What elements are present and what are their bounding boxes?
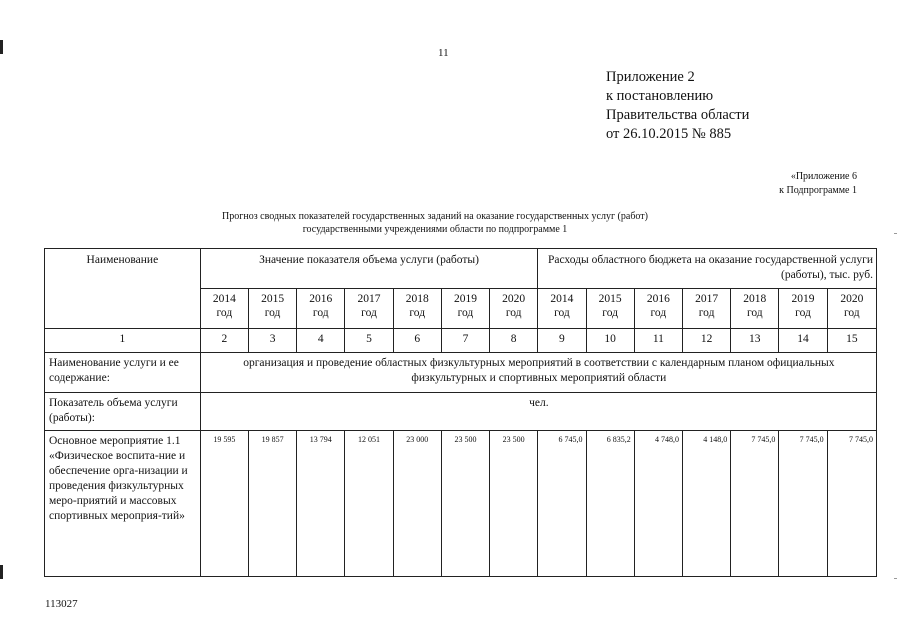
column-number: 9 (538, 329, 586, 353)
volume-value: 13 794 (297, 431, 345, 577)
column-number-row (45, 329, 877, 353)
year-cell (297, 289, 345, 329)
year-value: 2016 (309, 293, 333, 305)
indicator-row (45, 393, 877, 431)
forecast-table (44, 248, 877, 577)
column-number: 6 (393, 329, 441, 353)
year-unit: год (795, 307, 811, 319)
scan-edge-tick (894, 578, 897, 579)
year-unit: год (409, 307, 426, 319)
year-cell (634, 289, 682, 329)
sub-appendix-line: «Приложение 6 (790, 171, 857, 182)
expense-value: 4 148,0 (682, 431, 730, 577)
year-value: 2019 (453, 293, 477, 305)
year-value: 2019 (791, 293, 815, 305)
column-number: 2 (200, 329, 248, 353)
year-unit: год (216, 307, 233, 319)
year-unit: год (554, 307, 570, 319)
title-line: государственными учреждениями области по подпрограмме 1 (302, 224, 568, 235)
year-unit: год (312, 307, 329, 319)
title-line: Прогноз сводных показателей государственных заданий на оказание государственных услуг (работ) (222, 211, 648, 222)
year-unit: год (843, 307, 860, 319)
year-cell (779, 289, 827, 329)
header-volume: Значение показателя объема услуги (работы) (200, 249, 538, 289)
column-number: 15 (827, 329, 876, 353)
column-number: 12 (682, 329, 730, 353)
service-row (45, 353, 877, 393)
scan-edge-mark-bottom (0, 565, 3, 579)
year-cell (586, 289, 634, 329)
year-unit: год (264, 307, 281, 319)
column-number: 7 (441, 329, 489, 353)
volume-value: 23 000 (393, 431, 441, 577)
year-cell (441, 289, 489, 329)
year-value: 2020 (840, 293, 864, 305)
header-expenses: Расходы областного бюджета на оказание государственной услуги (работы), тыс. руб. (538, 249, 877, 289)
column-number: 1 (45, 329, 201, 353)
column-number: 4 (297, 329, 345, 353)
year-value: 2020 (502, 293, 526, 305)
year-value: 2015 (598, 293, 622, 305)
column-number: 8 (490, 329, 538, 353)
year-value: 2017 (357, 293, 381, 305)
year-unit: год (650, 307, 667, 319)
column-number: 11 (634, 329, 682, 353)
appendix-line: Приложение 2 (606, 69, 695, 85)
year-cell (731, 289, 779, 329)
column-number: 14 (779, 329, 827, 353)
year-value: 2015 (261, 293, 285, 305)
indicator-unit: чел. (200, 393, 876, 431)
volume-value: 12 051 (345, 431, 393, 577)
expense-value: 7 745,0 (731, 431, 779, 577)
year-cell (827, 289, 876, 329)
measure-row (45, 431, 877, 577)
year-unit: год (457, 307, 474, 319)
year-value: 2017 (695, 293, 719, 305)
volume-value: 19 857 (248, 431, 296, 577)
sub-appendix-block (779, 170, 857, 198)
year-cell (345, 289, 393, 329)
column-number: 13 (731, 329, 779, 353)
expense-value: 6 835,2 (586, 431, 634, 577)
year-value: 2014 (212, 293, 236, 305)
footer-code: 113027 (45, 598, 78, 610)
appendix-line: Правительства области (606, 107, 750, 123)
scan-edge-mark-top (0, 40, 3, 54)
expense-value: 4 748,0 (634, 431, 682, 577)
year-cell (393, 289, 441, 329)
volume-value: 23 500 (441, 431, 489, 577)
year-cell (248, 289, 296, 329)
expense-value: 6 745,0 (538, 431, 586, 577)
appendix-block (606, 68, 749, 144)
volume-value: 19 595 (200, 431, 248, 577)
volume-value: 23 500 (490, 431, 538, 577)
service-text: организация и проведение областных физкультурных мероприятий в соответствии с календарным планом официальных физкультурных и спортивных мероприятий области (200, 353, 876, 393)
expense-value: 7 745,0 (779, 431, 827, 577)
header-name: Наименование (45, 249, 201, 329)
page-number: 11 (438, 47, 449, 59)
year-cell (538, 289, 586, 329)
column-number: 10 (586, 329, 634, 353)
year-value: 2016 (646, 293, 670, 305)
column-number: 5 (345, 329, 393, 353)
year-unit: год (698, 307, 715, 319)
scan-edge-tick (894, 233, 897, 234)
indicator-label: Показатель объема услуги (работы): (45, 393, 201, 431)
year-unit: год (361, 307, 377, 319)
year-value: 2018 (743, 293, 767, 305)
year-value: 2014 (550, 293, 574, 305)
year-cell (490, 289, 538, 329)
year-unit: год (505, 307, 522, 319)
appendix-line: к постановлению (606, 88, 714, 104)
sub-appendix-line: к Подпрограмме 1 (779, 185, 857, 196)
year-unit: год (602, 307, 618, 319)
appendix-line: от 26.10.2015 № 885 (606, 126, 732, 142)
year-cell (682, 289, 730, 329)
measure-label: Основное мероприятие 1.1 «Физическое воспита-ние и обеспечение орга-низации и проведения физкультурных меро-приятий и массовых спортивных мероприя-тий» (45, 431, 201, 577)
column-number: 3 (248, 329, 296, 353)
document-title (150, 210, 720, 236)
year-cell (200, 289, 248, 329)
year-value: 2018 (405, 293, 429, 305)
expense-value: 7 745,0 (827, 431, 876, 577)
table-header-row (45, 249, 877, 289)
year-unit: год (746, 307, 763, 319)
service-label: Наименование услуги и ее содержание: (45, 353, 201, 393)
